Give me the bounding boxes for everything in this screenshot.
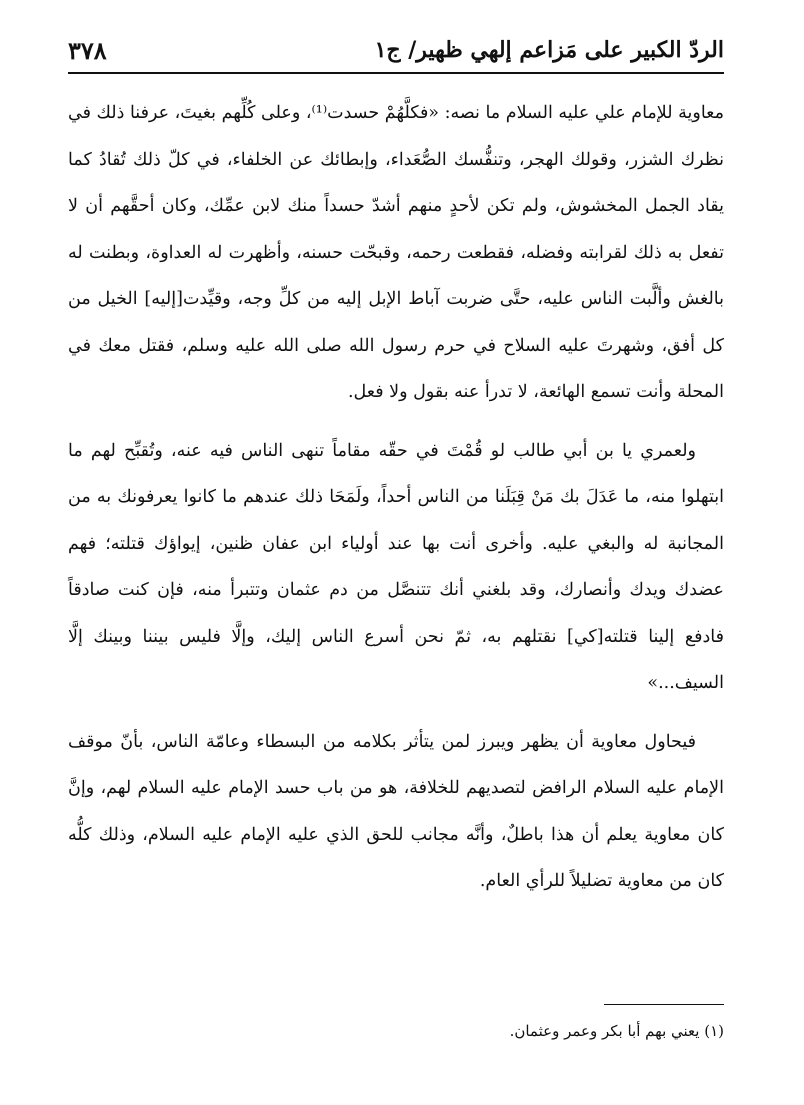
book-title: الردّ الكبير على مَزاعم إلهي ظهير/ ج١ (374, 37, 724, 63)
page-header (68, 28, 724, 74)
footnote-divider (604, 1004, 724, 1005)
page-number: ٣٧٨ (68, 35, 107, 65)
footnote: (١) يعني بهم أبا بكر وعمر وعثمان. (509, 1022, 724, 1040)
paragraph-quote-part1: معاوية للإمام علي عليه السلام ما نصه: «فكلَّهُمْ حسدت⁽¹⁾، وعلى كُلِّهم بغيتَ، عرفنا ذلك في نظرك الشزر، وقولك الهجر، وتنفُّسك الصُّعَداء، وإبطائك عن الخلفاء، في كلّ ذلك تُقادُ كما يقاد الجمل المخشوش، ولم تكن لأحدٍ منهم أشدّ حسداً منك لابن عمِّك، وكان أحقَّهم أن لا تفعل به ذلك لقرابته وفضله، فقطعت رحمه، وقبحّت حسنه، وأظهرت له العداوة، وبطنت له بالغش وألَّبت الناس عليه، حتَّى ضربت آباط الإبل إليه من كلِّ وجه، وقيِّدت[إليه] الخيل من كل أفق، وشهرتَ عليه السلاح في حرم رسول الله صلى الله عليه وسلم، فقتل معك في المحلة وأنت تسمع الهائعة، لا تدرأ عنه بقول ولا فعل. (68, 103, 724, 402)
paragraph-quote-part2: ولعمري يا بن أبي طالب لو قُمْتَ في حقّه مقاماً تنهى الناس فيه عنه، وتُقبِّح لهم ما ابتهلوا منه، ما عَدَلَ بك مَنْ قِبَلَنا من الناس أحداً، ولَمَحَا ذلك عندهم ما كانوا يعرفونك به من المجانبة له والبغي عليه. وأخرى أنت بها عند أولياء ابن عفان ظنين، إيواؤك قتلته؛ فهم عضدك ويدك وأنصارك، وقد بلغني أنك تتنصَّل من دم عثمان وتتبرأ منه، فإن كنت صادقاً فادفع إلينا قتلته[كي] نقتلهم به، ثمّ نحن أسرع الناس إليك، وإلَّا فليس بيننا وبينك إلَّا السيف...» (68, 440, 724, 693)
paragraph-commentary: فيحاول معاوية أن يظهر ويبرز لمن يتأثر بكلامه من البسطاء وعامّة الناس، بأنّ موقف الإمام عليه السلام الرافض لتصديهم للخلافة، هو من باب حسد الإمام عليه السلام لهم، وإنَّ كان معاوية يعلم أن هذا باطلٌ، وأنَّه مجانب للحق الذي عليه الإمام عليه السلام، وذلك كلُّه كان من معاوية تضليلاً للرأي العام. (68, 731, 724, 891)
body-text (68, 90, 724, 917)
